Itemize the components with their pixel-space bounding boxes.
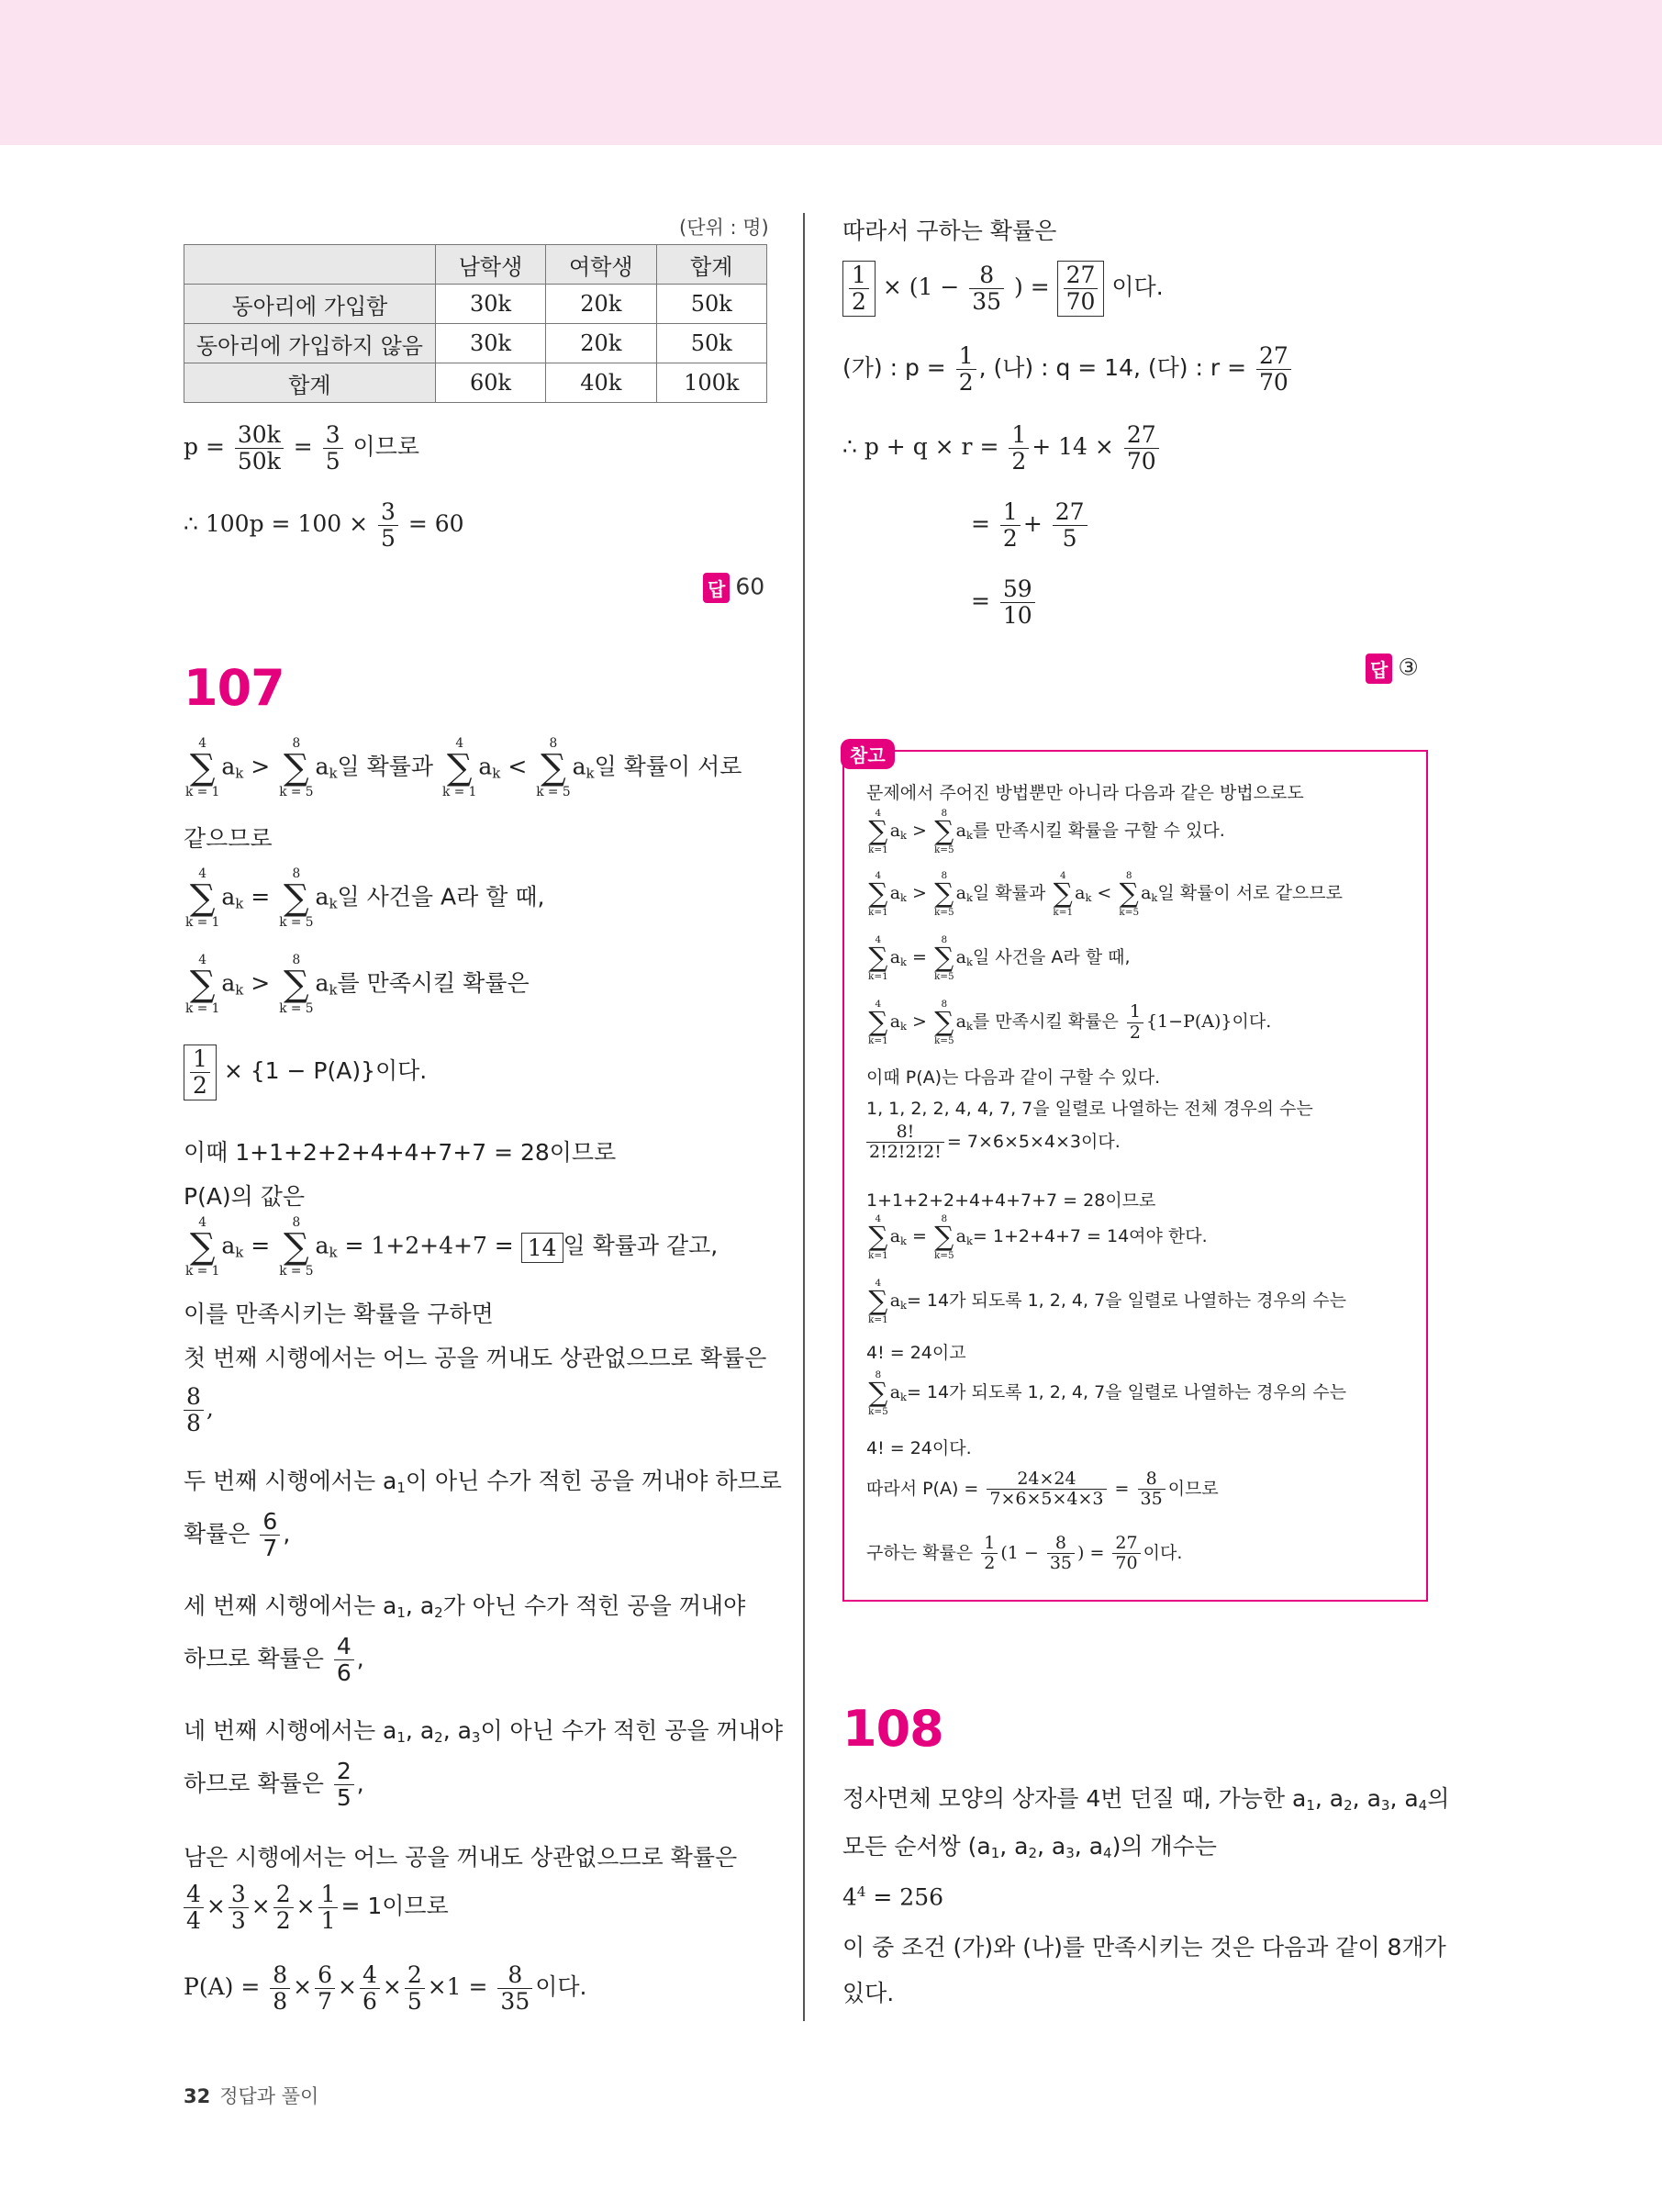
answer-106: 답 60: [703, 573, 764, 603]
p107-line-19: $\frac{4}{4}$ × $\frac{3}{3}$ × $\frac{2}{2}$ × $\frac{1}{1}$ = 1이므로: [184, 1882, 449, 1934]
table-header: 남학생: [435, 245, 545, 285]
p107-line-11: $\frac{8}{8}$ ,: [184, 1384, 214, 1436]
problem-number-107: 107: [184, 659, 284, 717]
note-line-9: 1+1+2+2+4+4+7+7 = 28이므로: [866, 1190, 1156, 1211]
table-header: [184, 245, 436, 285]
table-cell: 40k: [546, 363, 656, 403]
p107-line-2: 같으므로: [184, 825, 273, 852]
p107-line-4: 4 ∑ k = 1 $a_k$ > 8 ∑ k = 5 $a_k$를 만족시킬 확률은: [185, 953, 530, 1016]
right-line-1: 따라서 구하는 확률은: [842, 218, 1057, 244]
note-line-5: 4 ∑ k=1 $a_k$ > 8 ∑ k=5 $a_k$를 만족시킬 확률은 $\frac{1}{2}$ {1−P(A)}이다.: [868, 999, 1272, 1046]
table-cell: 100k: [656, 363, 767, 403]
page-footer: [184, 2082, 318, 2109]
table-cell: 50k: [656, 285, 767, 324]
footer-label: 정답과 풀이: [219, 2085, 319, 2107]
table-header: 합계: [656, 245, 767, 285]
p108-line-3: $4^4 = 256$: [842, 1883, 944, 1911]
note-line-6: 이때 P(A)는 다음과 같이 구할 수 있다.: [866, 1067, 1161, 1088]
right-line-6: = $\frac{59}{10}$: [971, 576, 1038, 629]
answer-107: 답 ③: [1366, 654, 1419, 684]
p108-line-1: 정사면체 모양의 상자를 4번 던질 때, 가능한 $a_1$, $a_2$, $a_3$, $a_4$의: [842, 1785, 1450, 1814]
note-line-1: 문제에서 주어진 방법뿐만 아니라 다음과 같은 방법으로도: [866, 783, 1304, 803]
p107-line-20: P(A) = $\frac{8}{8}$ × $\frac{6}{7}$ × $\frac{4}{6}$ × $\frac{2}{5}$ ×1 = $\frac{8}{35}$ 이다.: [184, 1961, 587, 2015]
p107-line-13: 확률은 $\frac{6}{7}$ ,: [184, 1508, 291, 1561]
header-band: [0, 0, 1662, 145]
p107-line-7: P(A)의 값은: [184, 1183, 306, 1210]
note-line-15: 따라서 P(A) = $\frac{24\times 24}{7\times 6\times 5\times 4\times 3}$ = $\frac{8}{35}$ 이므로: [866, 1469, 1219, 1510]
table-cell: 동아리에 가입함: [184, 285, 436, 324]
note-line-2: 4 ∑ k=1 $a_k$ > 8 ∑ k=5 $a_k$를 만족시킬 확률을 구할 수 있다.: [868, 808, 1225, 855]
right-line-2: $\frac{1}{2}$ × (1 − $\frac{8}{35}$ ) = $\frac{27}{70}$ 이다.: [842, 261, 1164, 317]
note-line-11: 4 ∑ k=1 $a_k= 14$가 되도록 1, 2, 4, 7을 일렬로 나열하는 경우의 수는: [868, 1278, 1346, 1325]
p107-line-15: 하므로 확률은 $\frac{4}{6}$ ,: [184, 1633, 364, 1686]
table-cell: 20k: [546, 285, 656, 324]
note-line-7: 1, 1, 2, 2, 4, 4, 7, 7을 일렬로 나열하는 전체 경우의 수는: [866, 1099, 1313, 1119]
table-cell: 동아리에 가입하지 않음: [184, 324, 436, 363]
reference-note-box: [842, 744, 1428, 1602]
note-line-16: 구하는 확률은 $\frac{1}{2}$ (1 − $\frac{8}{35}$ ) = $\frac{27}{70}$ 이다.: [866, 1533, 1183, 1574]
table-cell: 합계: [184, 363, 436, 403]
right-line-3: (가) : p = $\frac{1}{2}$ , (나) : q = 14, (다) : r = $\frac{27}{70}$: [842, 343, 1294, 396]
note-line-3: 4 ∑ k=1 $a_k$ > 8 ∑ k=5 $a_k$일 확률과 4 ∑ k=1 $a_k$ < 8 ∑ k=5 $a_k$일 확률이 서로 같으므로: [868, 870, 1343, 918]
page-number: 32: [184, 2085, 211, 2107]
p108-line-2: 모든 순서쌍 ($a_1$, $a_2$, $a_3$, $a_4$)의 개수는: [842, 1833, 1217, 1861]
note-line-8: $\frac{8!}{2!2!2!2!}$ = 7×6×5×4×3이다.: [866, 1123, 1121, 1163]
p107-line-8: 4 ∑ k = 1 $a_k$ = 8 ∑ k = 5 $a_k = 1+2+4+7 = 14$ 일 확률과 같고,: [185, 1215, 719, 1279]
p107-line-1: 4 ∑ k = 1 $a_k$ > 8 ∑ k = 5 $a_k$일 확률과 4 ∑ k = 1 $a_k$ < 8 ∑ k = 5 $a_k$일 확률이 서로: [185, 736, 742, 799]
equation-100p: ∴ 100p = 100 × $\frac{3}{5}$ = 60: [184, 498, 464, 552]
p107-line-14: 세 번째 시행에서는 $a_1$, $a_2$가 아닌 수가 적힌 공을 꺼내야: [184, 1592, 746, 1621]
right-line-5: = $\frac{1}{2}$ + $\frac{27}{5}$: [971, 499, 1090, 552]
right-line-4: ∴ p + q × r = $\frac{1}{2}$ + 14 × $\frac{27}{70}$: [842, 422, 1162, 475]
note-line-14: 4! = 24이다.: [866, 1438, 972, 1458]
p107-line-12: 두 번째 시행에서는 $a_1$이 아닌 수가 적힌 공을 꺼내야 하므로: [184, 1468, 782, 1496]
equation-p: p = $\frac{30k}{50k}$ = $\frac{3}{5}$ 이므로: [184, 421, 419, 475]
membership-table: [184, 244, 767, 403]
table-cell: 30k: [435, 285, 545, 324]
p107-line-18: 남은 시행에서는 어느 공을 꺼내도 상관없으므로 확률은: [184, 1844, 738, 1871]
p107-line-17: 하므로 확률은 $\frac{2}{5}$ ,: [184, 1758, 364, 1811]
note-tab: 참고: [841, 739, 895, 769]
table-cell: 20k: [546, 324, 656, 363]
p107-line-3: 4 ∑ k = 1 $a_k$ = 8 ∑ k = 5 $a_k$일 사건을 A라 할 때,: [185, 866, 545, 930]
table-unit: (단위 : 명): [679, 217, 769, 239]
note-line-12: 4! = 24이고: [866, 1343, 966, 1363]
column-divider: [803, 213, 805, 2021]
p108-line-4: 이 중 조건 (가)와 (나)를 만족시키는 것은 다음과 같이 8개가: [842, 1934, 1446, 1961]
note-line-13: 8 ∑ k=5 $a_k= 14$가 되도록 1, 2, 4, 7을 일렬로 나열하는 경우의 수는: [868, 1369, 1346, 1417]
p107-line-16: 네 번째 시행에서는 $a_1$, $a_2$, $a_3$이 아닌 수가 적힌 공을 꺼내야: [184, 1717, 783, 1746]
p107-line-6: 이때 1+1+2+2+4+4+7+7 = 28이므로: [184, 1139, 617, 1166]
table-cell: 30k: [435, 324, 545, 363]
table-header: 여학생: [546, 245, 656, 285]
problem-number-108: 108: [842, 1700, 943, 1758]
p107-line-10: 첫 번째 시행에서는 어느 공을 꺼내도 상관없으므로 확률은: [184, 1345, 767, 1371]
p108-line-5: 있다.: [842, 1980, 895, 2006]
table-cell: 60k: [435, 363, 545, 403]
p107-line-5: $\frac{1}{2}$ × {1 − P(A)}이다.: [184, 1045, 427, 1100]
table-cell: 50k: [656, 324, 767, 363]
p107-line-9: 이를 만족시키는 확률을 구하면: [184, 1301, 494, 1327]
note-line-4: 4 ∑ k=1 $a_k$ = 8 ∑ k=5 $a_k$일 사건을 A라 할 때,: [868, 934, 1131, 982]
note-line-10: 4 ∑ k=1 $a_k$ = 8 ∑ k=5 $a_k= 1+2+4+7 = 14$여야 한다.: [868, 1213, 1208, 1261]
